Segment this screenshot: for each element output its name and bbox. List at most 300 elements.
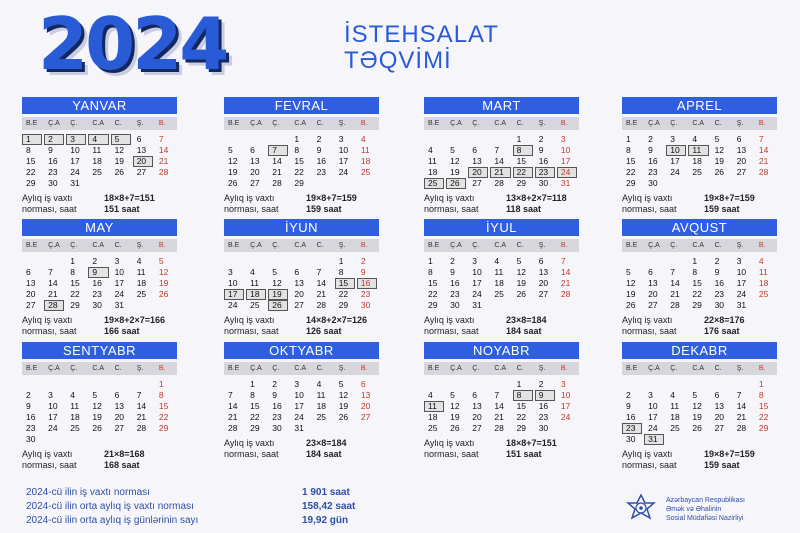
day-cell: 23	[48, 167, 58, 177]
day-cell: 7	[136, 390, 142, 400]
day-cell: 3	[114, 256, 120, 266]
day-cell: 13	[472, 401, 482, 411]
title-line-1: İSTEHSALAT	[344, 21, 499, 48]
weekday-label: C.A	[294, 242, 307, 249]
month-calendar	[424, 97, 579, 215]
holiday-day-cell: 25	[424, 178, 444, 189]
weekday-header	[424, 239, 579, 252]
weekday-label: C.A	[692, 365, 705, 372]
norm-hours: 159 saat	[306, 204, 342, 214]
day-cell: 11	[758, 267, 768, 277]
month-name: AVQUST	[622, 219, 777, 236]
summary-value: 158,42 saat	[302, 501, 356, 512]
day-cell: 2	[538, 134, 544, 144]
day-cell: 13	[136, 145, 147, 155]
day-cell: 6	[472, 390, 478, 400]
weekday-label: B.	[560, 242, 568, 249]
day-cell: 20	[472, 412, 482, 422]
day-cell: 27	[294, 300, 304, 310]
day-cell: 20	[538, 278, 549, 288]
empty-cell	[644, 256, 666, 267]
day-cell: 17	[736, 278, 747, 288]
holiday-day-cell: 1	[22, 134, 42, 145]
day-cell: 1	[70, 256, 76, 266]
day-cell: 18	[92, 156, 102, 166]
monthly-norm	[224, 438, 379, 460]
holiday-day-cell: 26	[446, 178, 466, 189]
day-cell: 31	[472, 300, 482, 310]
holiday-day-cell: 4	[88, 134, 108, 145]
weekday-label: Ç.A	[48, 242, 60, 249]
norm-formula: 19×8+7=159	[306, 193, 357, 203]
day-cell: 14	[228, 401, 238, 411]
day-cell: 8	[428, 267, 433, 277]
weekday-label: C.A	[294, 365, 307, 372]
empty-cell	[666, 379, 688, 390]
month-name: YANVAR	[22, 97, 177, 114]
weekday-header	[224, 117, 379, 130]
day-cell: 18	[70, 412, 80, 422]
day-cell: 21	[758, 156, 769, 166]
weekday-label: Ç.A	[648, 120, 660, 127]
empty-cell	[224, 256, 246, 267]
day-cell: 4	[360, 134, 366, 144]
day-cell: 21	[494, 412, 504, 422]
day-cell: 17	[472, 278, 482, 288]
empty-cell	[268, 256, 290, 267]
weekday-label: C.	[516, 120, 524, 127]
day-cell: 26	[338, 412, 349, 422]
day-cell: 15	[294, 156, 304, 166]
empty-cell	[446, 134, 468, 145]
weekday-label: Ç.	[272, 242, 280, 249]
empty-cell	[622, 256, 644, 267]
holiday-day-cell: 10	[666, 145, 686, 156]
day-cell: 14	[48, 278, 58, 288]
weekday-label: C.	[714, 242, 722, 249]
norm-label: norması, saat	[224, 326, 279, 336]
day-cell: 26	[450, 423, 460, 433]
day-cell: 17	[670, 156, 680, 166]
holiday-day-cell: 15	[335, 278, 355, 289]
day-cell: 13	[648, 278, 658, 288]
norm-label: Aylıq iş vaxtı	[424, 315, 475, 325]
day-cell: 20	[714, 412, 725, 422]
day-cell: 3	[472, 256, 478, 266]
day-cell: 29	[158, 423, 169, 433]
day-cell: 3	[560, 134, 566, 144]
day-cell: 10	[560, 145, 571, 155]
empty-cell	[666, 256, 688, 267]
norm-label: Aylıq iş vaxtı	[22, 315, 73, 325]
day-cell: 29	[70, 300, 80, 310]
day-cell: 13	[114, 401, 125, 411]
summary-value: 1 901 saat	[302, 487, 350, 498]
weekday-label: C.	[516, 242, 524, 249]
empty-cell	[44, 256, 66, 267]
day-cell: 25	[250, 300, 260, 310]
holiday-day-cell: 20	[133, 156, 153, 167]
day-cell: 6	[360, 379, 366, 389]
day-cell: 23	[272, 412, 282, 422]
holiday-day-cell: 23	[622, 423, 642, 434]
day-cell: 4	[428, 145, 433, 155]
day-cell: 5	[626, 267, 631, 277]
day-cell: 3	[338, 134, 344, 144]
day-cell: 6	[114, 390, 120, 400]
day-cell: 30	[26, 434, 36, 444]
weekday-label: B.E	[626, 242, 638, 249]
weekday-label: Ç.	[472, 242, 480, 249]
empty-cell	[468, 379, 490, 390]
weekday-label: Ç.A	[48, 365, 60, 372]
day-cell: 10	[338, 145, 349, 155]
day-cell: 2	[450, 256, 455, 266]
norm-label: norması, saat	[424, 204, 479, 214]
norm-hours: 168 saat	[104, 460, 140, 470]
day-cell: 18	[670, 412, 680, 422]
day-cell: 19	[626, 289, 636, 299]
holiday-day-cell: 8	[513, 390, 533, 401]
month-name: MART	[424, 97, 579, 114]
weekday-label: B.	[758, 242, 766, 249]
days-grid	[622, 256, 777, 311]
day-cell: 5	[692, 390, 698, 400]
day-cell: 2	[316, 134, 322, 144]
norm-label: Aylıq iş vaxtı	[22, 449, 73, 459]
holiday-day-cell: 20	[468, 167, 488, 178]
empty-cell	[133, 379, 155, 390]
month-name: İYUL	[424, 219, 579, 236]
day-cell: 4	[250, 267, 255, 277]
day-cell: 15	[516, 156, 527, 166]
day-cell: 20	[114, 412, 125, 422]
month-name: OKTYABR	[224, 342, 379, 359]
day-cell: 5	[158, 256, 164, 266]
norm-hours: 159 saat	[704, 204, 740, 214]
day-cell: 11	[670, 401, 680, 411]
day-cell: 5	[228, 145, 233, 155]
ministry-line-1: Azərbaycan Respublikası	[666, 496, 745, 504]
day-cell: 5	[92, 390, 98, 400]
day-cell: 17	[114, 278, 125, 288]
day-cell: 28	[316, 300, 327, 310]
day-cell: 17	[560, 156, 571, 166]
day-cell: 8	[692, 267, 698, 277]
day-cell: 9	[626, 401, 631, 411]
day-cell: 23	[360, 289, 371, 299]
weekday-label: B.	[758, 120, 766, 127]
norm-label: Aylıq iş vaxtı	[622, 315, 673, 325]
year-heading: 2024	[38, 2, 227, 86]
day-cell: 18	[136, 278, 147, 288]
day-cell: 6	[472, 145, 478, 155]
empty-cell	[22, 256, 44, 267]
day-cell: 12	[338, 390, 349, 400]
day-cell: 10	[48, 401, 58, 411]
days-grid	[224, 379, 379, 434]
norm-formula: 18×8+7=151	[506, 438, 557, 448]
day-cell: 9	[48, 145, 53, 155]
day-cell: 1	[626, 134, 631, 144]
norm-label: norması, saat	[622, 326, 677, 336]
monthly-norm	[224, 315, 379, 337]
day-cell: 6	[714, 390, 720, 400]
day-cell: 21	[736, 412, 747, 422]
day-cell: 10	[228, 278, 238, 288]
weekday-label: B.E	[626, 120, 638, 127]
day-cell: 8	[338, 267, 344, 277]
holiday-day-cell: 11	[688, 145, 708, 156]
day-cell: 19	[450, 167, 460, 177]
norm-hours: 166 saat	[104, 326, 140, 336]
day-cell: 2	[26, 390, 31, 400]
weekday-label: C.	[114, 365, 122, 372]
day-cell: 6	[250, 145, 255, 155]
holiday-day-cell: 24	[557, 167, 577, 178]
day-cell: 24	[736, 289, 747, 299]
holiday-day-cell: 31	[644, 434, 664, 445]
norm-label: Aylıq iş vaxtı	[424, 193, 475, 203]
weekday-label: C.	[714, 365, 722, 372]
weekday-label: C.A	[92, 365, 105, 372]
day-cell: 15	[26, 156, 36, 166]
day-cell: 12	[516, 267, 527, 277]
weekday-label: B.	[360, 365, 368, 372]
day-cell: 8	[250, 390, 255, 400]
weekday-label: Ç.	[472, 365, 480, 372]
day-cell: 29	[294, 178, 304, 188]
weekday-label: Ç.	[70, 242, 78, 249]
day-cell: 21	[670, 289, 680, 299]
holiday-day-cell: 28	[44, 300, 64, 311]
day-cell: 4	[428, 390, 433, 400]
weekday-label: C.A	[494, 365, 507, 372]
day-cell: 15	[70, 278, 80, 288]
weekday-label: B.	[560, 365, 568, 372]
day-cell: 25	[136, 289, 147, 299]
day-cell: 10	[70, 145, 80, 155]
day-cell: 16	[48, 156, 58, 166]
weekday-label: B.	[158, 120, 166, 127]
weekday-header	[424, 362, 579, 375]
day-cell: 23	[450, 289, 460, 299]
day-cell: 12	[228, 156, 238, 166]
weekday-label: B.E	[626, 365, 638, 372]
weekday-header	[22, 362, 177, 375]
weekday-header	[622, 362, 777, 375]
norm-label: norması, saat	[224, 204, 279, 214]
norm-formula: 19×8+2×7=166	[104, 315, 166, 325]
day-cell: 13	[250, 156, 260, 166]
weekday-label: Ç.	[70, 120, 78, 127]
day-cell: 16	[648, 156, 658, 166]
day-cell: 5	[450, 145, 455, 155]
day-cell: 7	[228, 390, 233, 400]
days-grid	[424, 256, 579, 311]
day-cell: 19	[92, 412, 102, 422]
weekday-label: Ç.A	[648, 365, 660, 372]
day-cell: 17	[648, 412, 658, 422]
day-cell: 9	[538, 145, 544, 155]
holiday-day-cell: 26	[268, 300, 288, 311]
day-cell: 22	[338, 289, 349, 299]
day-cell: 1	[516, 379, 522, 389]
norm-hours: 151 saat	[506, 449, 542, 459]
day-cell: 28	[494, 178, 504, 188]
empty-cell	[22, 379, 44, 390]
day-cell: 31	[70, 178, 80, 188]
weekday-label: C.A	[294, 120, 307, 127]
holiday-day-cell: 18	[246, 289, 266, 300]
day-cell: 23	[648, 167, 658, 177]
summary-label: 2024-cü ilin orta aylıq iş vaxtı norması	[26, 501, 194, 512]
day-cell: 5	[516, 256, 522, 266]
holiday-day-cell: 2	[44, 134, 64, 145]
day-cell: 4	[70, 390, 76, 400]
day-cell: 1	[516, 134, 522, 144]
day-cell: 22	[158, 412, 169, 422]
day-cell: 12	[92, 401, 102, 411]
weekday-label: Ş.	[736, 242, 744, 249]
weekday-header	[622, 117, 777, 130]
day-cell: 8	[26, 145, 31, 155]
day-cell: 24	[472, 289, 482, 299]
empty-cell	[424, 379, 446, 390]
day-cell: 11	[250, 278, 259, 288]
day-cell: 27	[648, 300, 658, 310]
holiday-day-cell: 22	[513, 167, 533, 178]
empty-cell	[446, 379, 468, 390]
day-cell: 21	[158, 156, 169, 166]
day-cell: 28	[736, 423, 747, 433]
day-cell: 13	[26, 278, 36, 288]
weekday-label: C.	[316, 242, 324, 249]
norm-formula: 18×8+7=151	[104, 193, 155, 203]
day-cell: 13	[472, 156, 482, 166]
monthly-norm	[424, 193, 579, 215]
holiday-day-cell: 16	[357, 278, 377, 289]
monthly-norm	[622, 449, 777, 471]
monthly-norm	[622, 193, 777, 215]
summary-label: 2024-cü ilin orta aylıq iş günlərinin sayı	[26, 515, 199, 526]
empty-cell	[44, 379, 66, 390]
day-cell: 2	[272, 379, 278, 389]
day-cell: 27	[114, 423, 125, 433]
day-cell: 30	[538, 423, 549, 433]
holiday-day-cell: 17	[224, 289, 244, 300]
day-cell: 28	[228, 423, 238, 433]
empty-cell	[268, 134, 290, 145]
weekday-label: Ş.	[136, 242, 144, 249]
ministry-logo-block	[624, 494, 745, 524]
day-cell: 14	[158, 145, 169, 155]
weekday-label: B.E	[26, 242, 38, 249]
day-cell: 23	[714, 289, 725, 299]
holiday-day-cell: 9	[535, 390, 555, 401]
norm-label: norması, saat	[424, 449, 479, 459]
day-cell: 17	[338, 156, 349, 166]
month-name: FEVRAL	[224, 97, 379, 114]
day-cell: 2	[538, 379, 544, 389]
day-cell: 7	[316, 267, 322, 277]
day-cell: 20	[250, 167, 260, 177]
day-cell: 28	[136, 423, 147, 433]
days-grid	[424, 134, 579, 189]
day-cell: 18	[494, 278, 504, 288]
day-cell: 28	[758, 167, 769, 177]
day-cell: 23	[26, 423, 36, 433]
day-cell: 14	[316, 278, 327, 288]
weekday-label: Ç.	[670, 120, 678, 127]
day-cell: 11	[316, 390, 326, 400]
day-cell: 29	[516, 423, 527, 433]
weekday-label: Ç.A	[250, 242, 262, 249]
day-cell: 1	[758, 379, 764, 389]
weekday-label: Ç.	[70, 365, 78, 372]
weekday-label: C.A	[692, 242, 705, 249]
weekday-label: Ç.	[670, 365, 678, 372]
day-cell: 29	[338, 300, 349, 310]
day-cell: 31	[294, 423, 304, 433]
norm-label: Aylıq iş vaxtı	[424, 438, 475, 448]
day-cell: 13	[714, 401, 725, 411]
day-cell: 15	[428, 278, 438, 288]
empty-cell	[424, 134, 446, 145]
weekday-label: B.	[758, 365, 766, 372]
day-cell: 25	[360, 167, 371, 177]
day-cell: 26	[158, 289, 169, 299]
weekday-label: C.	[114, 242, 122, 249]
month-name: APREL	[622, 97, 777, 114]
days-grid	[22, 379, 177, 445]
weekday-header	[224, 362, 379, 375]
day-cell: 20	[736, 156, 747, 166]
day-cell: 7	[48, 267, 53, 277]
day-cell: 8	[626, 145, 631, 155]
day-cell: 25	[92, 167, 102, 177]
month-calendar	[22, 219, 177, 337]
day-cell: 31	[736, 300, 747, 310]
day-cell: 3	[294, 379, 300, 389]
day-cell: 25	[758, 289, 769, 299]
weekday-label: C.	[316, 365, 324, 372]
weekday-label: B.E	[26, 120, 38, 127]
day-cell: 6	[136, 134, 142, 144]
day-cell: 18	[428, 412, 438, 422]
day-cell: 3	[648, 390, 653, 400]
day-cell: 25	[670, 423, 680, 433]
day-cell: 14	[494, 156, 504, 166]
weekday-label: Ş.	[338, 120, 346, 127]
empty-cell	[111, 379, 133, 390]
day-cell: 16	[538, 156, 549, 166]
norm-formula: 19×8+7=159	[704, 193, 755, 203]
day-cell: 3	[736, 256, 742, 266]
day-cell: 19	[228, 167, 238, 177]
day-cell: 24	[670, 167, 680, 177]
day-cell: 7	[560, 256, 566, 266]
weekday-label: C.A	[494, 242, 507, 249]
empty-cell	[733, 379, 755, 390]
norm-label: norması, saat	[424, 326, 479, 336]
day-cell: 30	[48, 178, 58, 188]
weekday-label: B.E	[228, 365, 240, 372]
month-name: NOYABR	[424, 342, 579, 359]
empty-cell	[246, 256, 268, 267]
monthly-norm	[22, 449, 177, 471]
norm-label: Aylıq iş vaxtı	[622, 193, 673, 203]
